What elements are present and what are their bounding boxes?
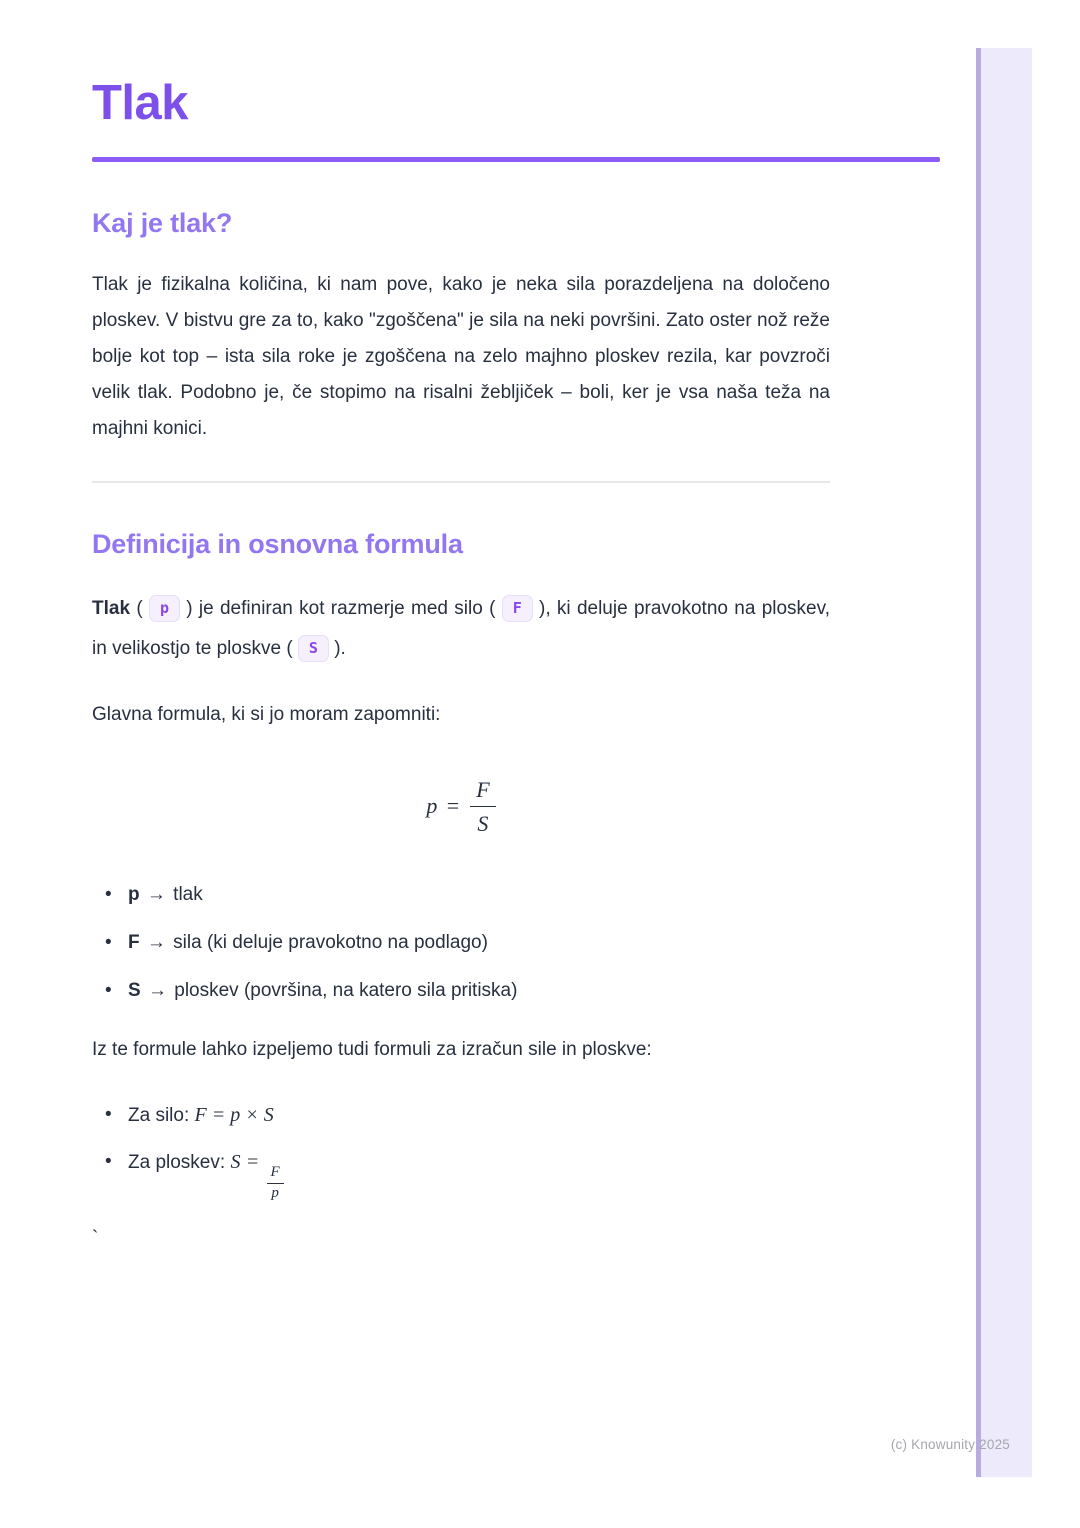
- definition-text: ) je definiran kot razmerje med silo (: [179, 597, 502, 619]
- legend-symbol: F: [128, 932, 140, 954]
- legend-item-S: [92, 978, 830, 1004]
- definition-lead-bold: Tlak: [92, 597, 131, 619]
- footer-credit: (c) Knowunity 2025: [890, 1437, 1010, 1452]
- derived-item-sila: [92, 1102, 830, 1129]
- derived-formula-sila: F = p × S: [194, 1104, 274, 1127]
- legend-text: ploskev (površina, na katero sila pritiska): [174, 980, 518, 1002]
- section-divider: [92, 481, 830, 483]
- right-accent-stripe: [976, 48, 1032, 1477]
- formula-intro: Glavna formula, ki si jo moram zapomniti:: [92, 703, 441, 725]
- legend-text: sila (ki deluje pravokotno na podlago): [173, 932, 488, 954]
- legend-symbol: p: [128, 884, 140, 906]
- legend-item-F: [92, 930, 830, 956]
- derived-label: Za silo:: [128, 1105, 195, 1127]
- definition-text: ).: [328, 637, 346, 659]
- derived-fraction-numerator: F: [267, 1165, 284, 1184]
- formula-numerator: F: [470, 777, 495, 807]
- definition-paragraph: [92, 589, 830, 669]
- inline-code-F: F: [502, 595, 533, 622]
- legend-symbol: S: [128, 980, 141, 1002]
- section-heading-definicija: Definicija in osnovna formula: [92, 529, 463, 560]
- inline-code-S: S: [298, 635, 329, 662]
- derived-formula-equals: =: [245, 1151, 260, 1174]
- page-title: Tlak: [92, 76, 189, 130]
- right-arrow-icon: →: [146, 884, 166, 906]
- stray-backtick: `: [92, 1227, 99, 1249]
- document-page: [92, 0, 830, 1250]
- main-formula: [92, 777, 830, 837]
- formula-denominator: S: [477, 810, 489, 836]
- section-heading-kaj-je-tlak: Kaj je tlak?: [92, 208, 233, 239]
- derived-label: Za ploskev:: [128, 1152, 231, 1174]
- right-arrow-icon: →: [146, 932, 166, 954]
- derived-formula-lhs: S: [230, 1151, 241, 1174]
- derived-intro: Iz te formule lahko izpeljemo tudi formuli za izračun sile in ploskve:: [92, 1039, 652, 1061]
- symbol-legend-list: [92, 882, 830, 1004]
- definition-text: ), ki deluje pravokotno na ploskev, in velikostjo te ploskve (: [92, 597, 830, 659]
- derived-fraction-denominator: p: [271, 1184, 279, 1201]
- inline-code-p: p: [149, 595, 180, 622]
- derived-item-ploskev: [92, 1149, 830, 1202]
- section-definicija: [92, 529, 830, 1249]
- formula-equals: =: [445, 793, 461, 819]
- formula-lhs: p: [426, 793, 438, 819]
- right-arrow-icon: →: [147, 980, 167, 1002]
- section-kaj-je-tlak: [92, 208, 830, 447]
- formula-fraction: [470, 777, 495, 837]
- legend-item-p: [92, 882, 830, 908]
- title-rule: [92, 157, 940, 162]
- derived-formula-fraction: [267, 1165, 284, 1202]
- legend-text: tlak: [173, 884, 203, 906]
- derived-formulas-list: [92, 1102, 830, 1202]
- intro-paragraph: Tlak je fizikalna količina, ki nam pove, kako je neka sila porazdeljena na določeno ploskev. V bistvu gre za to, kako "zgoščena" je sila na neki površini. Zato oster nož reže bolje kot top – ista sila roke je zgoščena na zelo majhno ploskev rezila, kar povzroči velik tlak. Podobno je, če stopimo na risalni žebljiček – boli, ker je vsa naša teža na majhni konici.: [92, 274, 830, 440]
- definition-text: (: [130, 597, 149, 619]
